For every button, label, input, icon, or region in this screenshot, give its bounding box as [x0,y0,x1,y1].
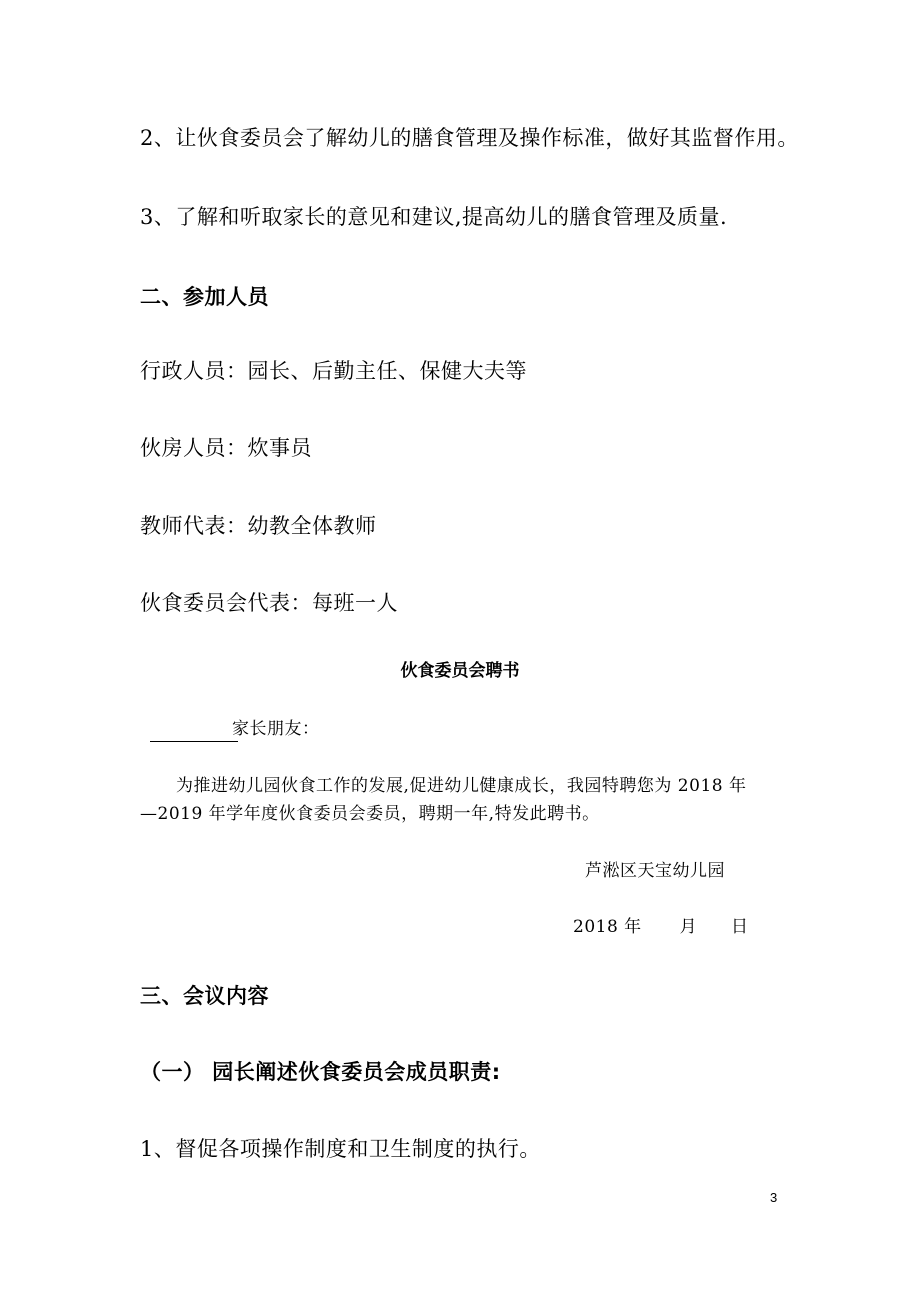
letter-salutation: 家长朋友： [232,719,320,739]
purpose-item-2: 2、让伙食委员会了解幼儿的膳食管理及操作标准，做好其监督作用。 [140,126,799,150]
letter-title: 伙食委员会聘书 [400,661,520,681]
date-day: 日 [730,917,749,937]
section-3-heading: 三、会议内容 [140,984,269,1008]
date-year: 2018 年 [573,917,642,937]
purpose-item-3: 3、了解和听取家长的意见和建议,提高幼儿的膳食管理及质量. [140,205,728,229]
letter-body-line-2: —2019 年学年度伙食委员会委员，聘期一年,特发此聘书。 [140,804,600,824]
page-number: 3 [770,1190,778,1205]
date-month: 月 [679,917,698,937]
letter-date [573,912,748,937]
duty-item-1: 1、督促各项操作制度和卫生制度的执行。 [140,1137,541,1161]
name-blank-line [150,741,238,742]
letter-signature: 芦淞区天宝幼儿园 [585,861,725,881]
section-3-subheading: （一） 园长阐述伙食委员会成员职责: [140,1060,501,1084]
section-2-heading: 二、参加人员 [140,285,269,309]
participants-teachers: 教师代表：幼教全体教师 [140,514,377,538]
participants-admin: 行政人员：园长、后勤主任、保健大夫等 [140,359,527,383]
participants-committee: 伙食委员会代表：每班一人 [140,591,398,615]
participants-kitchen: 伙房人员：炊事员 [140,436,312,460]
letter-body-line-1: 为推进幼儿园伙食工作的发展,促进幼儿健康成长，我园特聘您为 2018 年 [176,776,747,796]
